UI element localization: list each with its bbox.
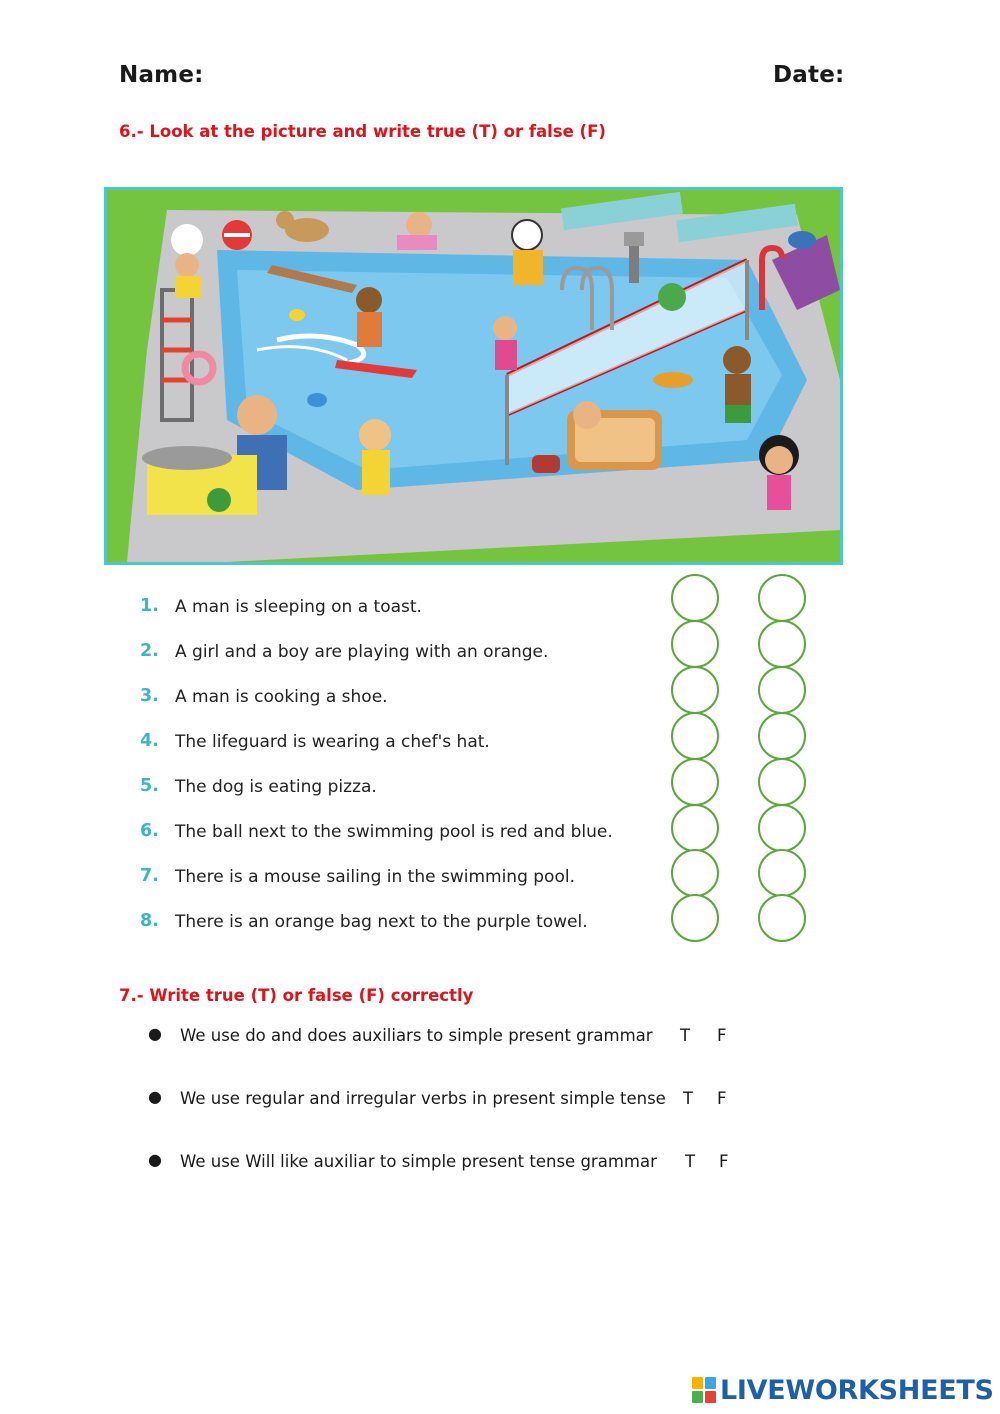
- item-number: 5.: [140, 776, 159, 796]
- answer-circle-f-3[interactable]: [758, 666, 806, 714]
- bullet-dot: ●: [148, 1087, 162, 1106]
- logo-text: LIVEWORKSHEETS: [720, 1374, 994, 1406]
- answer-circle-f-4[interactable]: [758, 712, 806, 760]
- option-f[interactable]: F: [717, 1026, 727, 1045]
- item-number: 1.: [140, 596, 159, 616]
- answer-circle-f-8[interactable]: [758, 894, 806, 942]
- item-number: 4.: [140, 731, 159, 751]
- name-label: Name:: [119, 62, 204, 88]
- answer-circle-f-1[interactable]: [758, 574, 806, 622]
- liveworksheets-logo-icon: [692, 1377, 716, 1403]
- item-text: A girl and a boy are playing with an orange.: [175, 642, 549, 662]
- pool-party-picture: [104, 187, 843, 565]
- answer-circle-f-7[interactable]: [758, 849, 806, 897]
- answer-circle-t-7[interactable]: [671, 849, 719, 897]
- answer-circle-t-8[interactable]: [671, 894, 719, 942]
- answer-circle-f-6[interactable]: [758, 804, 806, 852]
- date-label: Date:: [773, 62, 845, 88]
- item-number: 6.: [140, 821, 159, 841]
- item-number: 8.: [140, 911, 159, 931]
- answer-circle-t-2[interactable]: [671, 620, 719, 668]
- answer-circle-f-5[interactable]: [758, 758, 806, 806]
- item-text: There is an orange bag next to the purple towel.: [175, 912, 588, 932]
- item-number: 2.: [140, 641, 159, 661]
- bullet-text: We use do and does auxiliars to simple present grammar: [180, 1026, 653, 1045]
- answer-circle-t-1[interactable]: [671, 574, 719, 622]
- option-f[interactable]: F: [719, 1152, 729, 1171]
- answer-circle-t-4[interactable]: [671, 712, 719, 760]
- section-7-title: 7.- Write true (T) or false (F) correctly: [119, 986, 474, 1005]
- item-text: A man is cooking a shoe.: [175, 687, 388, 707]
- item-text: There is a mouse sailing in the swimming pool.: [175, 867, 575, 887]
- item-text: The dog is eating pizza.: [175, 777, 377, 797]
- liveworksheets-logo: [692, 1374, 994, 1406]
- list-item: [140, 776, 670, 806]
- list-item: [140, 596, 670, 626]
- bullet-text: We use Will like auxiliar to simple present tense grammar: [180, 1152, 657, 1171]
- list-item: [140, 911, 670, 941]
- answer-circle-t-3[interactable]: [671, 666, 719, 714]
- list-item: [148, 1150, 788, 1176]
- answer-circle-t-5[interactable]: [671, 758, 719, 806]
- option-t[interactable]: T: [680, 1026, 691, 1045]
- item-number: 7.: [140, 866, 159, 886]
- option-t[interactable]: T: [685, 1152, 696, 1171]
- answer-circle-f-2[interactable]: [758, 620, 806, 668]
- bullet-dot: ●: [148, 1150, 162, 1169]
- list-item: [148, 1024, 788, 1050]
- list-item: [140, 731, 670, 761]
- answer-circle-t-6[interactable]: [671, 804, 719, 852]
- item-text: The lifeguard is wearing a chef's hat.: [175, 732, 490, 752]
- list-item: [148, 1087, 788, 1113]
- option-f[interactable]: F: [717, 1089, 727, 1108]
- list-item: [140, 641, 670, 671]
- section-6-title: 6.- Look at the picture and write true (T) or false (F): [119, 122, 606, 141]
- item-text: A man is sleeping on a toast.: [175, 597, 422, 617]
- list-item: [140, 821, 670, 851]
- bullet-dot: ●: [148, 1024, 162, 1043]
- list-item: [140, 866, 670, 896]
- item-text: The ball next to the swimming pool is red and blue.: [175, 822, 613, 842]
- item-number: 3.: [140, 686, 159, 706]
- option-t[interactable]: T: [683, 1089, 694, 1108]
- list-item: [140, 686, 670, 716]
- bullet-text: We use regular and irregular verbs in present simple tense: [180, 1089, 666, 1108]
